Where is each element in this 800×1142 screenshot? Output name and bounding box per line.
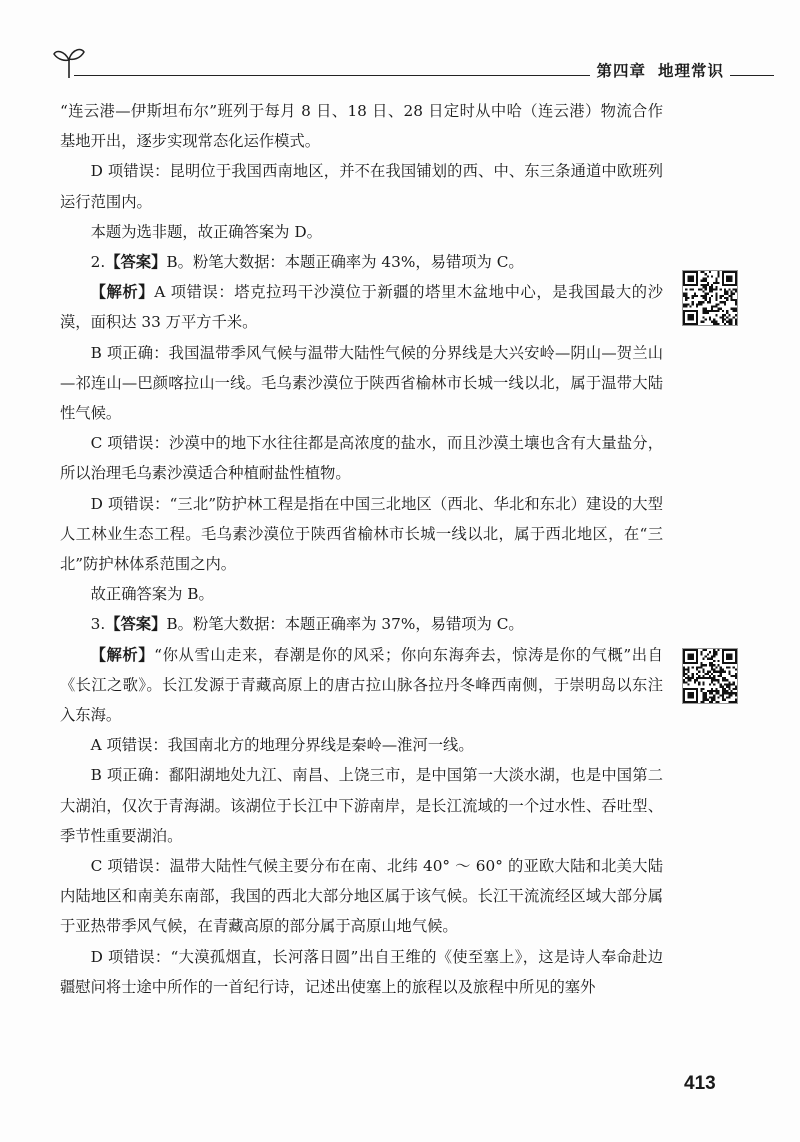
chapter-title [590,59,730,81]
analysis-tag: 【解析】 [90,283,155,302]
qr-code-icon[interactable] [682,648,738,704]
section-title: 地理常识 [657,62,724,80]
analysis-tag: 【解析】 [90,645,155,664]
paragraph: B 项正确：我国温带季风气候与温带大陆性气候的分界线是大兴安岭—阴山—贺兰山—祁连山—巴颜喀拉山一线。毛乌素沙漠位于陕西省榆林市长城一线以北，属于温带大陆性气候。 [60,343,663,423]
paragraph: B 项正确：鄱阳湖地处九江、南昌、上饶三市，是中国第一大淡水湖，也是中国第二大湖泊，仅次于青海湖。该湖位于长江中下游南岸，是长江流域的一个过水性、吞吐型、季节性重要湖泊。 [60,766,663,845]
paragraph: 本题为选非题，故正确答案为 D。 [90,222,322,241]
analysis-paragraph: 【解析】A 项错误：塔克拉玛干沙漠位于新疆的塔里木盆地中心，是我国最大的沙漠，面积达 33 万平方千米。 [60,283,663,332]
paragraph: D 项错误：昆明位于我国西南地区，并不在我国铺划的西、中、东三条通道中欧班列运行范围内。 [60,162,663,211]
chapter-number: 第四章 [596,62,646,80]
question-number: 2. [90,253,106,272]
answer-tag: 【答案】 [105,253,167,272]
paragraph: D 项错误：“大漠孤烟直，长河落日圆”出自王维的《使至塞上》，这是诗人奉命赴边疆慰问将士途中所作的一首纪行诗，记述出使塞上的旅程以及旅程中所见的塞外 [60,947,663,996]
paragraph: C 项错误：温带大陆性气候主要分布在南、北纬 40° ～ 60° 的亚欧大陆和北美大陆内陆地区和南美东南部，我国的西北大部分地区属于该气候。长江干流流经区域大部分属于亚热带季风气候，在青藏高原的部分属于高原山地气候。 [60,857,663,936]
qr-code-icon[interactable] [682,270,738,326]
paragraph: C 项错误：沙漠中的地下水往往都是高浓度的盐水，而且沙漠土壤也含有大量盐分，所以治理毛乌素沙漠适合种植耐盐性植物。 [60,434,663,483]
question-number: 3. [90,615,106,634]
answer-paragraph: 3.【答案】B。粉笔大数据：本题正确率为 37%，易错项为 C。 [90,615,524,634]
page-number: 413 [684,1073,716,1094]
paragraph: A 项错误：我国南北方的地理分界线是秦岭—淮河一线。 [90,736,474,755]
page-header [52,44,774,84]
paragraph: 故正确答案为 B。 [90,585,214,604]
page-body [60,96,663,1002]
analysis-paragraph: 【解析】“你从雪山走来，春潮是你的风采；你向东海奔去，惊涛是你的气概”出自《长江之歌》。长江发源于青藏高原上的唐古拉山脉各拉丹冬峰西南侧，于崇明岛以东注入东海。 [60,645,663,725]
answer-tag: 【答案】 [105,615,167,634]
paragraph: D 项错误：“三北”防护林工程是指在中国三北地区（西北、华北和东北）建设的大型人工林业生态工程。毛乌素沙漠位于陕西省榆林市长城一线以北，属于西北地区，在“三北”防护林体系范围之内。 [60,494,663,574]
paragraph: “连云港—伊斯坦布尔”班列于每月 8 日、18 日、28 日定时从中哈（连云港）物流合作基地开出，逐步实现常态化运作模式。 [60,102,663,151]
answer-paragraph: 2.【答案】B。粉笔大数据：本题正确率为 43%，易错项为 C。 [90,253,524,272]
